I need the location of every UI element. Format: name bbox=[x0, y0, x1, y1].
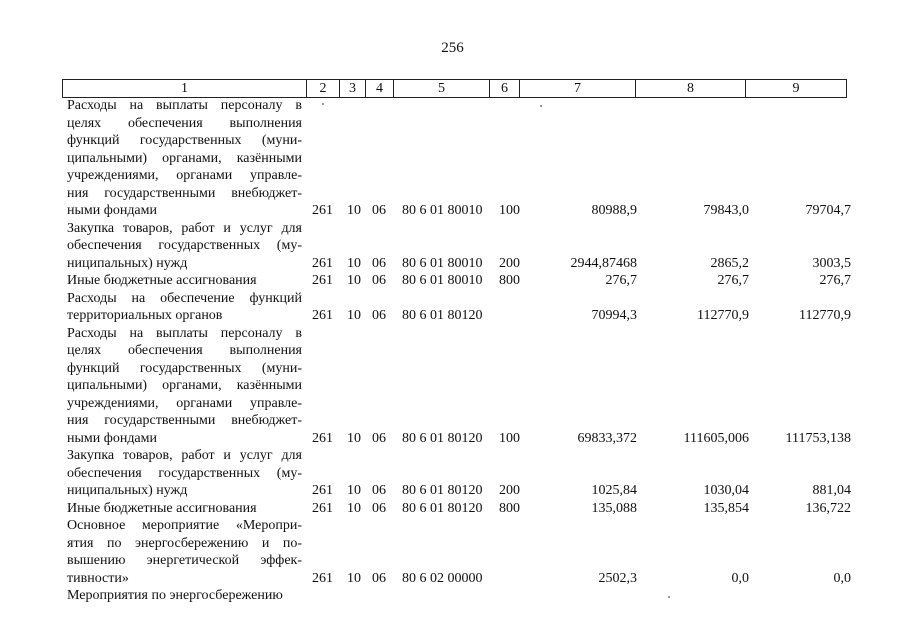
row-cell-c9: 881,04 bbox=[812, 483, 851, 498]
table-row bbox=[0, 517, 905, 587]
description-line: обеспечения государственных (му- bbox=[67, 465, 302, 481]
row-cell-c2: 261 bbox=[312, 255, 333, 271]
header-col-2: 2 bbox=[307, 80, 340, 97]
row-cell-c8: 0,0 bbox=[731, 570, 749, 586]
row-description bbox=[67, 220, 302, 273]
description-line: тивности» bbox=[67, 570, 129, 586]
row-cell-c3: 10 bbox=[347, 273, 361, 288]
row-description bbox=[67, 587, 302, 605]
description-line: ния государственными внебюджет- bbox=[67, 185, 302, 201]
description-line: Расходы на обеспечение функций bbox=[67, 290, 302, 306]
row-cell-c9: 111753,138 bbox=[785, 430, 851, 446]
row-cell-c4: 06 bbox=[372, 483, 386, 498]
row-description bbox=[67, 272, 302, 290]
description-line: ниципальных) нужд bbox=[67, 255, 188, 271]
row-description bbox=[67, 500, 302, 518]
row-description bbox=[67, 517, 302, 587]
row-cell-c3: 10 bbox=[347, 570, 361, 586]
description-line: ципальными) органами, казёнными bbox=[67, 150, 302, 166]
description-line: целях обеспечения выполнения bbox=[67, 115, 302, 131]
row-cell-c3: 10 bbox=[347, 255, 361, 271]
header-col-4: 4 bbox=[366, 80, 394, 97]
row-cell-c3: 10 bbox=[347, 308, 361, 323]
row-cell-c9: 276,7 bbox=[819, 273, 851, 288]
description-line: ципальными) органами, казёнными bbox=[67, 378, 302, 393]
description-line: целях обеспечения выполнения bbox=[67, 343, 302, 358]
description-line: обеспечения государственных (му- bbox=[67, 238, 302, 253]
description-line: Закупка товаров, работ и услуг для bbox=[67, 220, 302, 236]
row-cell-c8: 276,7 bbox=[717, 273, 749, 288]
row-cell-c4: 06 bbox=[372, 308, 386, 323]
description-line: ниципальных) нужд bbox=[67, 483, 188, 498]
description-line: учреждениями, органами управле- bbox=[67, 168, 302, 183]
header-col-8: 8 bbox=[636, 80, 746, 97]
row-cell-c5: 80 6 02 00000 bbox=[402, 570, 483, 586]
description-line: учреждениями, органами управле- bbox=[67, 395, 302, 411]
row-cell-c7: 1025,84 bbox=[591, 483, 637, 498]
row-cell-c8: 1030,04 bbox=[703, 483, 749, 498]
description-line: ными фондами bbox=[67, 203, 158, 218]
header-col-9: 9 bbox=[792, 81, 800, 96]
description-line: Расходы на выплаты персоналу в bbox=[67, 325, 302, 341]
row-cell-c8: 112770,9 bbox=[697, 308, 749, 323]
row-description bbox=[67, 290, 302, 325]
row-cell-c9: 0,0 bbox=[833, 570, 851, 586]
description-line: территориальных органов bbox=[67, 308, 223, 323]
table-row bbox=[0, 97, 905, 220]
row-cell-c6: 800 bbox=[499, 500, 520, 516]
row-cell-c9: 3003,5 bbox=[812, 255, 851, 271]
header-col-6: 6 bbox=[490, 80, 520, 97]
description-line: ными фондами bbox=[67, 430, 158, 446]
header-col-3: 3 bbox=[340, 80, 366, 97]
row-cell-c6: 200 bbox=[499, 255, 520, 271]
row-cell-c3: 10 bbox=[347, 203, 361, 218]
page-number: 256 bbox=[441, 40, 464, 56]
row-cell-c5: 80 6 01 80120 bbox=[402, 430, 483, 446]
row-cell-c8: 111605,006 bbox=[683, 430, 749, 446]
row-cell-c4: 06 bbox=[372, 430, 386, 446]
row-cell-c4: 06 bbox=[372, 273, 386, 288]
description-line: функций государственных (муни- bbox=[67, 360, 302, 376]
table-row bbox=[0, 272, 905, 290]
row-cell-c2: 261 bbox=[312, 430, 333, 446]
row-cell-c5: 80 6 01 80120 bbox=[402, 308, 483, 323]
row-cell-c8: 79843,0 bbox=[703, 203, 749, 218]
row-cell-c2: 261 bbox=[312, 203, 333, 218]
row-cell-c4: 06 bbox=[372, 203, 386, 218]
row-cell-c6: 100 bbox=[499, 203, 520, 218]
row-cell-c8: 135,854 bbox=[703, 500, 749, 516]
row-cell-c6: 200 bbox=[499, 483, 520, 498]
scan-speck bbox=[540, 105, 542, 107]
description-line: Основное мероприятие «Меропри- bbox=[67, 518, 302, 533]
row-description bbox=[67, 447, 302, 500]
header-col-5: 5 bbox=[394, 80, 490, 97]
row-cell-c3: 10 bbox=[347, 430, 361, 446]
row-cell-c2: 261 bbox=[312, 570, 333, 586]
description-line: Закупка товаров, работ и услуг для bbox=[67, 448, 302, 463]
scan-speck bbox=[322, 103, 324, 105]
table-row bbox=[0, 587, 905, 605]
description-line: Иные бюджетные ассигнования bbox=[67, 273, 257, 288]
table-row bbox=[0, 447, 905, 500]
table-row bbox=[0, 290, 905, 325]
header-col-1: 1 bbox=[63, 80, 307, 97]
row-cell-c3: 10 bbox=[347, 483, 361, 498]
row-cell-c3: 10 bbox=[347, 500, 361, 516]
row-cell-c4: 06 bbox=[372, 570, 386, 586]
row-description bbox=[67, 97, 302, 220]
scan-speck bbox=[668, 596, 670, 598]
row-cell-c2: 261 bbox=[312, 483, 333, 498]
row-cell-c7: 70994,3 bbox=[591, 308, 637, 323]
description-line: вышению энергетической эффек- bbox=[67, 553, 302, 568]
row-cell-c9: 79704,7 bbox=[805, 203, 851, 218]
row-cell-c4: 06 bbox=[372, 255, 386, 271]
table-row bbox=[0, 220, 905, 273]
row-cell-c2: 261 bbox=[312, 500, 333, 516]
description-line: Мероприятия по энергосбережению bbox=[67, 588, 283, 603]
description-line: функций государственных (муни- bbox=[67, 133, 302, 148]
row-cell-c6: 100 bbox=[499, 430, 520, 446]
row-cell-c9: 112770,9 bbox=[799, 308, 851, 323]
table-row bbox=[0, 325, 905, 448]
row-cell-c7: 2944,87468 bbox=[570, 255, 637, 271]
row-cell-c5: 80 6 01 80120 bbox=[402, 483, 483, 498]
row-cell-c5: 80 6 01 80010 bbox=[402, 255, 483, 271]
row-cell-c7: 135,088 bbox=[591, 500, 637, 516]
row-cell-c4: 06 bbox=[372, 500, 386, 516]
row-cell-c2: 261 bbox=[312, 273, 333, 288]
description-line: ятия по энергосбережению и по- bbox=[67, 535, 302, 551]
table-header bbox=[62, 79, 847, 98]
row-cell-c7: 69833,372 bbox=[577, 430, 637, 446]
row-description bbox=[67, 325, 302, 448]
row-cell-c7: 80988,9 bbox=[591, 203, 637, 218]
description-line: ния государственными внебюджет- bbox=[67, 413, 302, 428]
row-cell-c5: 80 6 01 80120 bbox=[402, 500, 483, 516]
row-cell-c7: 276,7 bbox=[605, 273, 637, 288]
row-cell-c5: 80 6 01 80010 bbox=[402, 273, 483, 288]
row-cell-c8: 2865,2 bbox=[710, 255, 749, 271]
row-cell-c2: 261 bbox=[312, 308, 333, 323]
row-cell-c6: 800 bbox=[499, 273, 520, 288]
header-col-7: 7 bbox=[520, 80, 636, 97]
row-cell-c5: 80 6 01 80010 bbox=[402, 203, 483, 218]
description-line: Иные бюджетные ассигнования bbox=[67, 500, 257, 516]
description-line: Расходы на выплаты персоналу в bbox=[67, 98, 302, 113]
row-cell-c9: 136,722 bbox=[805, 500, 851, 516]
table-row bbox=[0, 500, 905, 518]
row-cell-c7: 2502,3 bbox=[598, 570, 637, 586]
